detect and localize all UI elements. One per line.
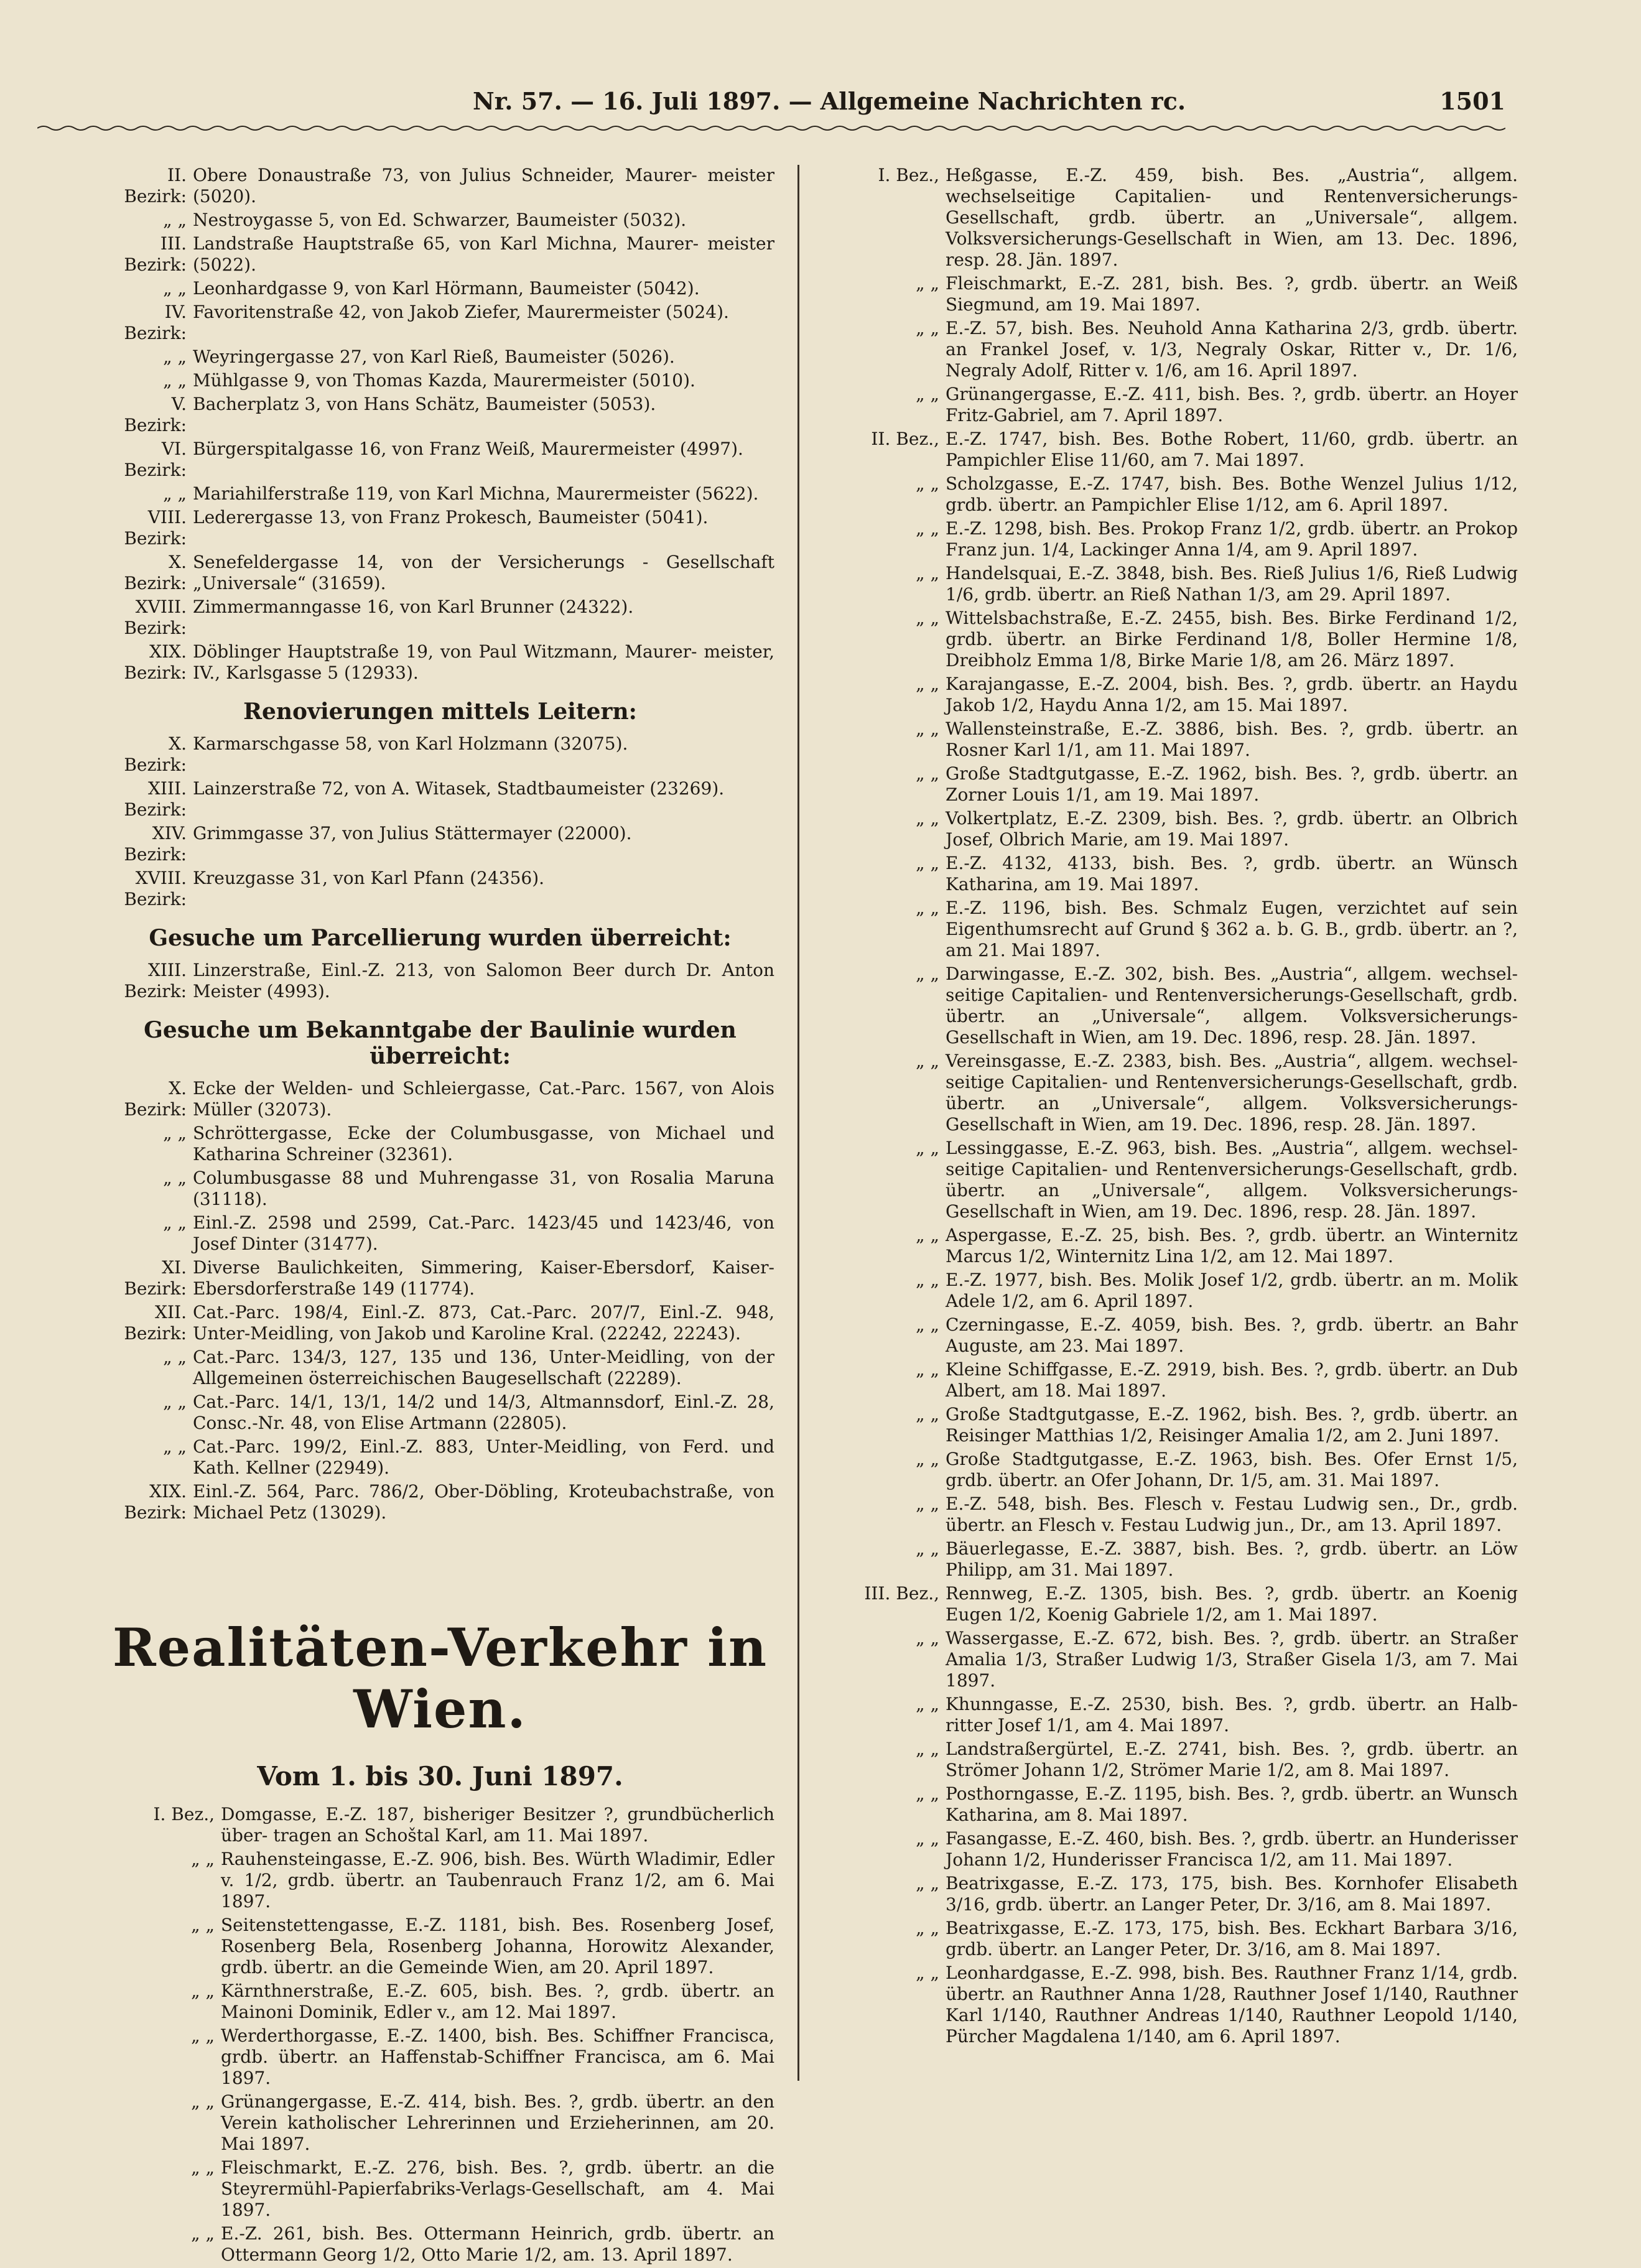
section-title-realitaeten: Realitäten-Verkehr in Wien. (112, 1617, 768, 1740)
list-item: XI. Bezirk: Diverse Baulichkeiten, Simmering, Kaiser-Ebersdorf, Kaiser- Ebersdorferstraße 149 (11774). (124, 1257, 774, 1299)
list-item: V. Bezirk: Bacherplatz 3, von Hans Schätz, Baumeister (5053). (124, 394, 656, 435)
list-item: „ „ E.-Z. 1196, bish. Bes. Schmalz Eugen, verzichtet auf sein Eigenthumsrecht auf Grund § 362 a. b. G. B., grdb. übertr. an ?, am 21. Mai 1897. (916, 898, 1518, 960)
realitaeten-list-left (106, 1804, 774, 2266)
list-item: I. Bez., Domgasse, E.-Z. 187, bisheriger Besitzer ?, grundbücherlich über- tragen an Schoštal Karl, am 11. Mai 1897. (153, 1804, 774, 1846)
list-item: X. Bezirk: Ecke der Welden- und Schleiergasse, Cat.-Parc. 1567, von Alois Müller (32073). (124, 1078, 774, 1120)
date-range-subtitle: Vom 1. bis 30. Juni 1897. (257, 1761, 623, 1792)
list-item: XIII. Bezirk: Lainzerstraße 72, von A. Witasek, Stadtbaumeister (23269). (124, 778, 725, 820)
list-item: „ „ Landstraßergürtel, E.-Z. 2741, bish. Bes. ?, grdb. übertr. an Strömer Johann 1/2, Strömer Marie 1/2, am 8. Mai 1897. (916, 1739, 1518, 1780)
section-heading-parcellierung: Gesuche um Parcellierung wurden überreicht: (149, 925, 732, 951)
baulinie-list (106, 1078, 774, 1523)
list-item: „ „ Große Stadtgutgasse, E.-Z. 1962, bish. Bes. ?, grdb. übertr. an Reisinger Matthias 1/2, Reisinger Amalia 1/2, am 2. Juni 1897. (916, 1404, 1518, 1446)
list-item: „ „ Cat.-Parc. 134/3, 127, 135 und 136, Unter-Meidling, von der Allgemeinen österreichischen Baugesellschaft (22289). (163, 1347, 774, 1388)
list-item: „ „ Schröttergasse, Ecke der Columbusgasse, von Michael und Katharina Schreiner (32361). (163, 1123, 774, 1164)
list-item: „ „ E.-Z. 261, bish. Bes. Ottermann Heinrich, grdb. übertr. an Ottermann Georg 1/2, Otto Marie 1/2, am. 13. April 1897. (191, 2223, 774, 2265)
list-item: „ „ Cat.-Parc. 14/1, 13/1, 14/2 und 14/3, Altmannsdorf, Einl.-Z. 28, Consc.-Nr. 48, von Elise Artmann (22805). (163, 1392, 774, 1433)
renovierungen-list (106, 733, 774, 910)
list-item: „ „ Kärnthnerstraße, E.-Z. 605, bish. Bes. ?, grdb. übertr. an Mainoni Dominik, Edler v., am 12. Mai 1897. (191, 1981, 774, 2022)
list-item: „ „ Khunngasse, E.-Z. 2530, bish. Bes. ?, grdb. übertr. an Halb- ritter Josef 1/1, am 4. Mai 1897. (916, 1694, 1518, 1736)
list-item: „ „ Darwingasse, E.-Z. 302, bish. Bes. „Austria“, allgem. wechsel- seitige Capitalien- und Rentenversicherungs-Gesellschaft, grdb. übertr. an „Universale“, allgem. Volksversicherungs-Gesellschaft in Wien, am 19. Dec. 1896, resp. 28. Jän. 1897. (916, 964, 1518, 1048)
list-item: „ „ E.-Z. 548, bish. Bes. Flesch v. Festau Ludwig sen., Dr., grdb. übertr. an Flesch v. Festau Ludwig jun., Dr., am 13. April 1897. (916, 1494, 1518, 1535)
list-item: „ „ Posthorngasse, E.-Z. 1195, bish. Bes. ?, grdb. übertr. an Wunsch Katharina, am 8. Mai 1897. (916, 1783, 1518, 1825)
list-item: „ „ E.-Z. 1977, bish. Bes. Molik Josef 1/2, grdb. übertr. an m. Molik Adele 1/2, am 6. April 1897. (916, 1270, 1518, 1311)
list-item: „ „ Wittelsbachstraße, E.-Z. 2455, bish. Bes. Birke Ferdinand 1/2, grdb. übertr. an Birke Ferdinand 1/8, Boller Hermine 1/8, Dreibholz Emma 1/8, Birke Marie 1/8, am 26. März 1897. (916, 608, 1518, 671)
list-item: „ „ Scholzgasse, E.-Z. 1747, bish. Bes. Bothe Wenzel Julius 1/12, grdb. übertr. an Pampichler Elise 1/12, am 6. April 1897. (916, 473, 1518, 515)
list-item: II. Bezirk: Obere Donaustraße 73, von Julius Schneider, Maurer- meister (5020). (124, 165, 774, 207)
parcellierung-list (106, 960, 774, 1002)
realitaeten-list-right (830, 165, 1518, 2047)
list-item: „ „ Aspergasse, E.-Z. 25, bish. Bes. ?, grdb. übertr. an Winternitz Marcus 1/2, Winternitz Lina 1/2, am 12. Mai 1897. (916, 1225, 1518, 1266)
list-item: „ „ Lessinggasse, E.-Z. 963, bish. Bes. „Austria“, allgem. wechsel- seitige Capitalien- und Rentenversicherungs-Gesellschaft, grdb. übertr. an „Universale“, allgem. Volksversicherungs-Gesellschaft in Wien, am 19. Dec. 1896, resp. 28. Jän. 1897. (916, 1138, 1518, 1222)
list-item: III. Bezirk: Landstraße Hauptstraße 65, von Karl Michna, Maurer- meister (5022). (124, 233, 774, 275)
list-item: „ „ Seitenstettengasse, E.-Z. 1181, bish. Bes. Rosenberg Josef, Rosenberg Bela, Rosenberg Johanna, Horowitz Alexander, grdb. übertr. an die Gemeinde Wien, am 20. April 1897. (191, 1915, 774, 1978)
section-heading-renovierungen: Renovierungen mittels Leitern: (243, 699, 637, 725)
list-item: XVIII. Bezirk: Kreuzgasse 31, von Karl Pfann (24356). (124, 868, 545, 909)
page-number: 1501 (1439, 87, 1505, 115)
list-item: „ „ Beatrixgasse, E.-Z. 173, 175, bish. Bes. Eckhart Barbara 3/16, grdb. übertr. an Langer Peter, Dr. 3/16, am 8. Mai 1897. (916, 1918, 1518, 1959)
list-item: XIX. Bezirk: Döblinger Hauptstraße 19, von Paul Witzmann, Maurer- meister, IV., Karlsgasse 5 (12933). (124, 641, 774, 683)
list-item: X. Bezirk: Senefeldergasse 14, von der Versicherungs - Gesellschaft „Universale“ (31659). (124, 552, 774, 593)
list-item: „ „ Mariahilferstraße 119, von Karl Michna, Maurermeister (5622). (163, 483, 759, 504)
list-item: I. Bez., Heßgasse, E.-Z. 459, bish. Bes. „Austria“, allgem. wechselseitige Capitalien- und Rentenversicherungs-Gesellschaft, grdb. übertr. an „Universale“, allgem. Volksversicherungs-Gesellschaft in Wien, am 13. Dec. 1896, resp. 28. Jän. 1897. (878, 165, 1518, 270)
list-item: „ „ Beatrixgasse, E.-Z. 173, 175, bish. Bes. Kornhofer Elisabeth 3/16, grdb. übertr. an Langer Peter, Dr. 3/16, am 8. Mai 1897. (916, 1873, 1518, 1915)
list-item: III. Bez., Rennweg, E.-Z. 1305, bish. Bes. ?, grdb. übertr. an Koenig Eugen 1/2, Koenig Gabriele 1/2, am 1. Mai 1897. (864, 1583, 1518, 1625)
list-item: „ „ Einl.-Z. 2598 und 2599, Cat.-Parc. 1423/45 und 1423/46, von Josef Dinter (31477). (163, 1212, 774, 1254)
list-item: „ „ Cat.-Parc. 199/2, Einl.-Z. 883, Unter-Meidling, von Ferd. und Kath. Kellner (22949). (163, 1436, 774, 1478)
issue-line: Nr. 57. — 16. Juli 1897. — Allgemeine Nachrichten rc. (473, 87, 1186, 115)
list-item: „ „ Grünangergasse, E.-Z. 411, bish. Bes. ?, grdb. übertr. an Hoyer Fritz-Gabriel, am 7. April 1897. (916, 384, 1518, 425)
list-item: „ „ Mühlgasse 9, von Thomas Kazda, Maurermeister (5010). (163, 370, 695, 391)
list-item: „ „ Werderthorgasse, E.-Z. 1400, bish. Bes. Schiffner Francisca, grdb. übertr. an Haffenstab-Schiffner Francisca, am 6. Mai 1897. (191, 2025, 774, 2088)
list-item: „ „ E.-Z. 4132, 4133, bish. Bes. ?, grdb. übertr. an Wünsch Katharina, am 19. Mai 1897. (916, 853, 1518, 895)
list-item: „ „ E.-Z. 1298, bish. Bes. Prokop Franz 1/2, grdb. übertr. an Prokop Franz jun. 1/4, Lackinger Anna 1/4, am 9. April 1897. (916, 518, 1518, 560)
list-item: II. Bez., E.-Z. 1747, bish. Bes. Bothe Robert, 11/60, grdb. übertr. an Pampichler Elise 11/60, am 7. Mai 1897. (871, 429, 1518, 470)
list-item: „ „ Wallensteinstraße, E.-Z. 3886, bish. Bes. ?, grdb. übertr. an Rosner Karl 1/1, am 11. Mai 1897. (916, 718, 1518, 760)
list-item: „ „ Volkertplatz, E.-Z. 2309, bish. Bes. ?, grdb. übertr. an Olbrich Josef, Olbrich Marie, am 19. Mai 1897. (916, 808, 1518, 850)
left-column (106, 165, 774, 2268)
list-item: „ „ Czerningasse, E.-Z. 4059, bish. Bes. ?, grdb. übertr. an Bahr Auguste, am 23. Mai 1897. (916, 1314, 1518, 1356)
list-item: „ „ Rauhensteingasse, E.-Z. 906, bish. Bes. Würth Wladimir, Edler v. 1/2, grdb. übertr. an Taubenrauch Franz 1/2, am 6. Mai 1897. (191, 1849, 774, 1912)
right-column (830, 165, 1518, 2050)
header-wavy-rule (37, 124, 1505, 132)
list-item: IV. Bezirk: Favoritenstraße 42, von Jakob Ziefer, Maurermeister (5024). (124, 302, 729, 343)
list-item: „ „ E.-Z. 57, bish. Bes. Neuhold Anna Katharina 2/3, grdb. übertr. an Frankel Josef, v. 1/3, Negraly Oskar, Ritter v., Dr. 1/6, Negraly Adolf, Ritter v. 1/6, am 16. April 1897. (916, 318, 1518, 381)
list-item: XII. Bezirk: Cat.-Parc. 198/4, Einl.-Z. 873, Cat.-Parc. 207/7, Einl.-Z. 948, Unter-Meidling, von Jakob und Karoline Kral. (22242, 22243). (124, 1302, 774, 1344)
list-item: „ „ Grünangergasse, E.-Z. 414, bish. Bes. ?, grdb. übertr. an den Verein katholischer Lehrerinnen und Erzieherinnen, am 20. Mai 1897. (191, 2091, 774, 2154)
list-item: XIV. Bezirk: Grimmgasse 37, von Julius Stättermayer (22000). (124, 823, 632, 865)
list-item: „ „ Handelsquai, E.-Z. 3848, bish. Bes. Rieß Julius 1/6, Rieß Ludwig 1/6, grdb. übertr. an Rieß Nathan 1/3, am 29. April 1897. (916, 563, 1518, 605)
list-item: X. Bezirk: Karmarschgasse 58, von Karl Holzmann (32075). (124, 733, 628, 775)
list-item: „ „ Fleischmarkt, E.-Z. 276, bish. Bes. ?, grdb. übertr. an die Steyrermühl-Papierfabriks-Verlags-Gesellschaft, am 4. Mai 1897. (191, 2157, 774, 2220)
list-item: „ „ Vereinsgasse, E.-Z. 2383, bish. Bes. „Austria“, allgem. wechsel- seitige Capitalien- und Rentenversicherungs-Gesellschaft, grdb. übertr. an „Universale“, allgem. Volksversicherungs-Gesellschaft in Wien, am 19. Dec. 1896, resp. 28. Jän. 1897. (916, 1051, 1518, 1135)
bezirk-list (106, 165, 774, 684)
list-item: VIII. Bezirk: Lederergasse 13, von Franz Prokesch, Baumeister (5041). (124, 507, 709, 549)
list-item: „ „ Bäuerlegasse, E.-Z. 3887, bish. Bes. ?, grdb. übertr. an Löw Philipp, am 31. Mai 1897. (916, 1538, 1518, 1580)
list-item: „ „ Leonhardgasse 9, von Karl Hörmann, Baumeister (5042). (163, 278, 700, 299)
list-item: „ „ Weyringergasse 27, von Karl Rieß, Baumeister (5026). (163, 346, 675, 367)
list-item: VI. Bezirk: Bürgerspitalgasse 16, von Franz Weiß, Maurermeister (4997). (124, 439, 743, 480)
list-item: „ „ Leonhardgasse, E.-Z. 998, bish. Bes. Rauthner Franz 1/14, grdb. übertr. an Rauthner Anna 1/28, Rauthner Josef 1/140, Rauthner Karl 1/140, Rauthner Andreas 1/140, Rauthner Leopold 1/140, Pürcher Magdalena 1/140, am 6. April 1897. (916, 1963, 1518, 2047)
list-item: „ „ Karajangasse, E.-Z. 2004, bish. Bes. ?, grdb. übertr. an Haydu Jakob 1/2, Haydu Anna 1/2, am 15. Mai 1897. (916, 674, 1518, 715)
list-item: XVIII. Bezirk: Zimmermanngasse 16, von Karl Brunner (24322). (124, 597, 634, 638)
list-item: „ „ Nestroygasse 5, von Ed. Schwarzer, Baumeister (5032). (163, 210, 687, 230)
list-item: „ „ Große Stadtgutgasse, E.-Z. 1962, bish. Bes. ?, grdb. übertr. an Zorner Louis 1/1, am 19. Mai 1897. (916, 763, 1518, 805)
list-item: XIII. Bezirk: Linzerstraße, Einl.-Z. 213, von Salomon Beer durch Dr. Anton Meister (4993). (124, 960, 774, 1002)
section-heading-baulinie: Gesuche um Bekanntgabe der Baulinie wurden überreicht: (144, 1017, 737, 1069)
list-item: „ „ Columbusgasse 88 und Muhrengasse 31, von Rosalia Maruna (31118). (163, 1168, 774, 1209)
list-item: „ „ Kleine Schiffgasse, E.-Z. 2919, bish. Bes. ?, grdb. übertr. an Dub Albert, am 18. Mai 1897. (916, 1359, 1518, 1401)
list-item: „ „ Große Stadtgutgasse, E.-Z. 1963, bish. Bes. Ofer Ernst 1/5, grdb. übertr. an Ofer Johann, Dr. 1/5, am. 31. Mai 1897. (916, 1449, 1518, 1490)
page-header (37, 81, 1505, 131)
column-divider (797, 165, 799, 2081)
list-item: „ „ Fasangasse, E.-Z. 460, bish. Bes. ?, grdb. übertr. an Hunderisser Johann 1/2, Hunderisser Francisca 1/2, am 11. Mai 1897. (916, 1828, 1518, 1870)
list-item: XIX. Bezirk: Einl.-Z. 564, Parc. 786/2, Ober-Döbling, Kroteubachstraße, von Michael Petz (13029). (124, 1481, 774, 1523)
list-item: „ „ Wassergasse, E.-Z. 672, bish. Bes. ?, grdb. übertr. an Straßer Amalia 1/3, Straßer Ludwig 1/3, Straßer Gisela 1/3, am 7. Mai 1897. (916, 1628, 1518, 1691)
list-item: „ „ Fleischmarkt, E.-Z. 281, bish. Bes. ?, grdb. übertr. an Weiß Siegmund, am 19. Mai 1897. (916, 273, 1518, 315)
